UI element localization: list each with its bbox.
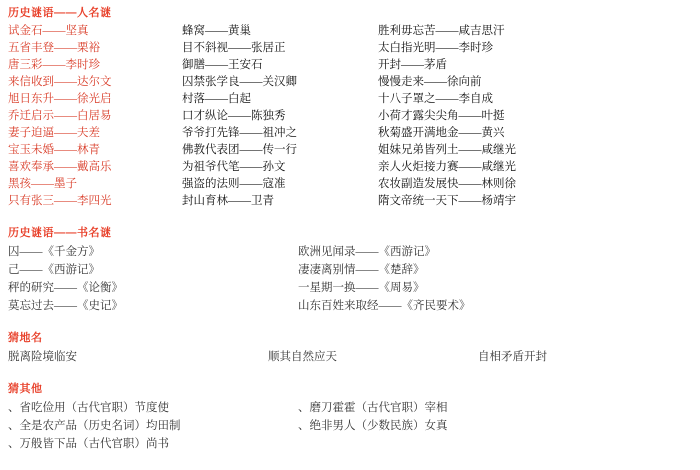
riddle-item: 试金石——坚真 <box>8 25 89 37</box>
section-person-riddles <box>8 4 692 210</box>
riddle-item: 佛教代表团——传一行 <box>182 144 297 156</box>
place-riddle-column-1 <box>8 348 258 366</box>
riddle-item: 秤的研究——《论衡》 <box>8 282 123 294</box>
riddle-item: 顺其自然应天 <box>268 351 337 363</box>
riddle-item: 来信收到——达尔文 <box>8 76 112 88</box>
riddle-item: 己——《西游记》 <box>8 264 100 276</box>
riddle-item: 慢慢走来——徐向前 <box>378 76 482 88</box>
riddle-item: 自相矛盾开封 <box>478 351 547 363</box>
section-heading-person: 历史谜语——人名谜 <box>8 7 112 19</box>
riddle-item: 十八子罩之——李自成 <box>378 93 493 105</box>
riddle-item: 妻子迫逼——夫差 <box>8 127 100 139</box>
riddle-item: 山东百姓来取经——《齐民要术》 <box>298 300 471 312</box>
riddle-item: 小荷才露尖尖角——叶挺 <box>378 110 505 122</box>
riddle-item: 开封——茅盾 <box>378 59 447 71</box>
riddle-grid-other <box>8 399 692 453</box>
riddle-item: 只有张三——李四光 <box>8 195 112 207</box>
riddle-item: 姐妹兄弟皆列土——咸继光 <box>378 144 516 156</box>
riddle-item: 唐三彩——李时珍 <box>8 59 100 71</box>
riddle-item: 隋文帝统一天下——杨靖宇 <box>378 195 516 207</box>
riddle-item: 脱离险境临安 <box>8 351 77 363</box>
riddle-item: 、全是农产品（历史名词）均田制 <box>8 420 181 432</box>
other-riddle-column-1 <box>8 399 288 453</box>
riddle-item: 农妆副造发展快——林则徐 <box>378 178 516 190</box>
section-heading-book: 历史谜语——书名谜 <box>8 227 112 239</box>
riddle-column-3 <box>378 23 550 210</box>
riddle-item: 秋菊盛开满地金——黄兴 <box>378 127 505 139</box>
riddle-column-4 <box>560 23 700 210</box>
riddle-item: 村落——白起 <box>182 93 251 105</box>
riddle-item: 黑孩——墨子 <box>8 178 77 190</box>
riddle-column-2 <box>182 23 368 210</box>
riddle-item: 囚——《千金方》 <box>8 246 100 258</box>
riddle-item: 目不斜视——张居正 <box>182 42 286 54</box>
section-place-riddles <box>8 329 692 366</box>
riddle-grid-book <box>8 243 692 315</box>
other-riddle-column-2 <box>298 399 692 453</box>
riddle-item: 强盗的法则——寇准 <box>182 178 286 190</box>
riddle-item: 乔迁启示——白居易 <box>8 110 112 122</box>
section-other-riddles <box>8 380 692 453</box>
riddle-item: 宝玉未婚——林青 <box>8 144 100 156</box>
section-book-riddles <box>8 224 692 315</box>
place-riddle-column-3 <box>478 348 692 366</box>
riddle-item: 旭日东升——徐光启 <box>8 93 112 105</box>
riddle-item: 口才纵论——陈独秀 <box>182 110 286 122</box>
riddle-item: 蜂窝——黄巢 <box>182 25 251 37</box>
riddle-item: 太白指光明——李时珍 <box>378 42 493 54</box>
riddle-item: 、磨刀霍霍（古代官职）宰相 <box>298 402 448 414</box>
riddle-item: 莫忘过去——《史记》 <box>8 300 123 312</box>
riddle-item: 御膳——王安石 <box>182 59 263 71</box>
riddle-item: 喜欢奉承——戴高乐 <box>8 161 112 173</box>
riddle-item: 欧洲见闻录——《西游记》 <box>298 246 436 258</box>
place-riddle-column-2 <box>268 348 468 366</box>
riddle-item: 亲人火炬接力赛——咸继光 <box>378 161 516 173</box>
riddle-grid-person <box>8 23 692 210</box>
book-riddle-column-1 <box>8 243 288 315</box>
riddle-item: 爷爷打先锋——祖冲之 <box>182 127 297 139</box>
section-heading-place: 猜地名 <box>8 332 43 344</box>
riddle-item: 五省丰登——栗裕 <box>8 42 100 54</box>
riddle-item: 囚禁张学良——关汉卿 <box>182 76 297 88</box>
riddle-item: 胜利毋忘苦——咸吉思汗 <box>378 25 505 37</box>
riddle-column-1 <box>8 23 172 210</box>
riddle-item: 、万般皆下品（古代官职）尚书 <box>8 438 169 450</box>
riddle-item: 一星期一换——《周易》 <box>298 282 425 294</box>
riddle-item: 封山育林——卫青 <box>182 195 274 207</box>
riddle-item: 、省吃俭用（古代官职）节度使 <box>8 402 169 414</box>
book-riddle-column-2 <box>298 243 692 315</box>
section-heading-other: 猜其他 <box>8 383 43 395</box>
riddle-item: 为祖爷代笔——孙文 <box>182 161 286 173</box>
riddle-grid-place <box>8 348 692 366</box>
riddle-item: 凄凄离别情——《楚辞》 <box>298 264 425 276</box>
riddle-item: 、绝非男人（少数民族）女真 <box>298 420 448 432</box>
